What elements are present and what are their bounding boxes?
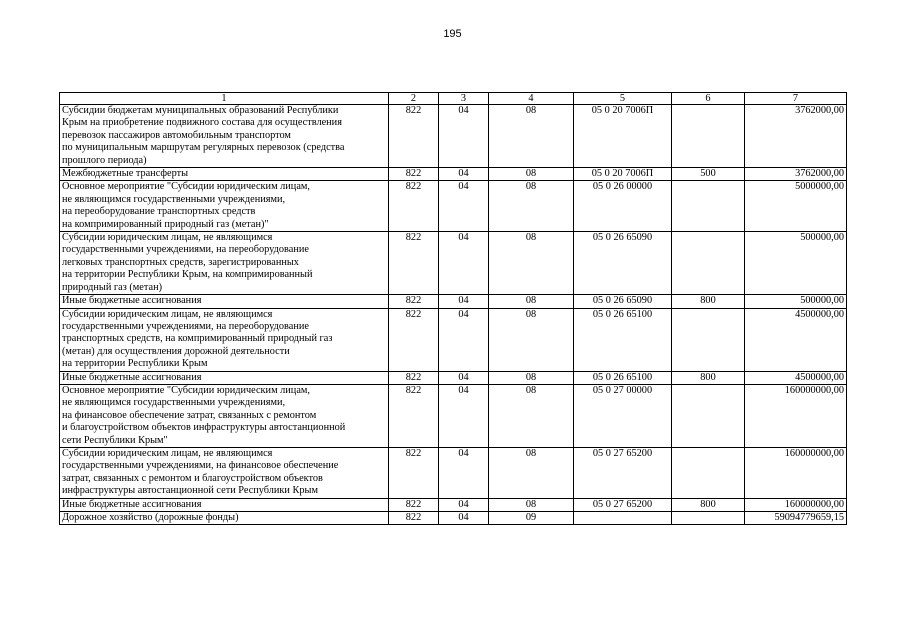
- row-rz: 04: [439, 181, 489, 232]
- row-sum: 4500000,00: [745, 308, 847, 371]
- row-rz: 04: [439, 512, 489, 525]
- table-row: [60, 105, 847, 168]
- row-pr: 08: [489, 232, 574, 295]
- row-name: Иные бюджетные ассигнования: [60, 498, 389, 511]
- row-ved: 822: [389, 447, 439, 498]
- row-name: Субсидии юридическим лицам, не являющимся государственными учреждениями, на переоборудование транспортных средств, на компримированный природный газ (метан) для осуществления дорожной деятельности на территории Республики Крым: [60, 308, 389, 371]
- row-vr: 800: [672, 295, 745, 308]
- row-name: Межбюджетные трансферты: [60, 168, 389, 181]
- row-ved: 822: [389, 168, 439, 181]
- header-row: [60, 93, 847, 105]
- row-csr: 05 0 20 7006П: [574, 105, 672, 168]
- row-ved: 822: [389, 512, 439, 525]
- row-pr: 08: [489, 447, 574, 498]
- row-pr: 08: [489, 105, 574, 168]
- page-number: 195: [443, 28, 462, 40]
- table-row: [60, 308, 847, 371]
- row-sum: 3762000,00: [745, 105, 847, 168]
- header-col-3: 3: [439, 93, 489, 105]
- row-csr: 05 0 26 00000: [574, 181, 672, 232]
- table-row: [60, 168, 847, 181]
- row-sum: 160000000,00: [745, 498, 847, 511]
- row-pr: 08: [489, 308, 574, 371]
- table-row: [60, 384, 847, 447]
- row-sum: 5000000,00: [745, 181, 847, 232]
- table-row: [60, 512, 847, 525]
- row-vr: [672, 105, 745, 168]
- row-rz: 04: [439, 447, 489, 498]
- row-pr: 08: [489, 371, 574, 384]
- row-sum: 4500000,00: [745, 371, 847, 384]
- row-rz: 04: [439, 295, 489, 308]
- row-vr: [672, 512, 745, 525]
- row-vr: 500: [672, 168, 745, 181]
- row-name: Субсидии юридическим лицам, не являющимся государственными учреждениями, на переоборудование легковых транспортных средств, зарегистрированных на территории Республики Крым, на компримированный природный газ (метан): [60, 232, 389, 295]
- row-name: Субсидии бюджетам муниципальных образований Республики Крым на приобретение подвижного состава для осуществления перевозок пассажиров автомобильным транспортом по муниципальным маршрутам регулярных перевозок (средства прошлого периода): [60, 105, 389, 168]
- row-ved: 822: [389, 498, 439, 511]
- row-sum: 3762000,00: [745, 168, 847, 181]
- header-col-1: 1: [60, 93, 389, 105]
- row-name: Иные бюджетные ассигнования: [60, 371, 389, 384]
- table-row: [60, 371, 847, 384]
- table-row: [60, 498, 847, 511]
- row-rz: 04: [439, 308, 489, 371]
- row-ved: 822: [389, 181, 439, 232]
- row-csr: 05 0 27 65200: [574, 498, 672, 511]
- row-csr: 05 0 26 65100: [574, 308, 672, 371]
- row-pr: 08: [489, 168, 574, 181]
- row-pr: 08: [489, 181, 574, 232]
- row-ved: 822: [389, 384, 439, 447]
- row-sum: 59094779659,15: [745, 512, 847, 525]
- row-vr: [672, 384, 745, 447]
- row-vr: 800: [672, 371, 745, 384]
- header-col-5: 5: [574, 93, 672, 105]
- row-rz: 04: [439, 232, 489, 295]
- table-row: [60, 232, 847, 295]
- row-ved: 822: [389, 371, 439, 384]
- row-ved: 822: [389, 308, 439, 371]
- row-pr: 08: [489, 295, 574, 308]
- row-vr: [672, 308, 745, 371]
- row-vr: [672, 181, 745, 232]
- row-rz: 04: [439, 384, 489, 447]
- row-rz: 04: [439, 498, 489, 511]
- table-row: [60, 295, 847, 308]
- row-csr: 05 0 27 65200: [574, 447, 672, 498]
- budget-table: [59, 92, 847, 525]
- row-name: Иные бюджетные ассигнования: [60, 295, 389, 308]
- row-name: Субсидии юридическим лицам, не являющимся государственными учреждениями, на финансовое обеспечение затрат, связанных с ремонтом и благоустройством объектов инфраструктуры автостанционной сети Республики Крым: [60, 447, 389, 498]
- header-col-6: 6: [672, 93, 745, 105]
- row-vr: [672, 447, 745, 498]
- row-ved: 822: [389, 105, 439, 168]
- row-sum: 500000,00: [745, 232, 847, 295]
- row-rz: 04: [439, 371, 489, 384]
- row-pr: 08: [489, 384, 574, 447]
- row-sum: 160000000,00: [745, 447, 847, 498]
- table-row: [60, 447, 847, 498]
- row-csr: 05 0 26 65090: [574, 295, 672, 308]
- row-name: Основное мероприятие "Субсидии юридическим лицам, не являющимся государственными учреждениями, на финансовое обеспечение затрат, связанных с ремонтом и благоустройством объектов инфраструктуры автостанционной сети Республики Крым": [60, 384, 389, 447]
- row-sum: 160000000,00: [745, 384, 847, 447]
- row-csr: 05 0 26 65090: [574, 232, 672, 295]
- header-col-2: 2: [389, 93, 439, 105]
- row-name: Основное мероприятие "Субсидии юридическим лицам, не являющимся государственными учреждениями, на переоборудование транспортных средств на компримированный природный газ (метан)": [60, 181, 389, 232]
- row-rz: 04: [439, 105, 489, 168]
- table-row: [60, 181, 847, 232]
- header-col-4: 4: [489, 93, 574, 105]
- row-csr: [574, 512, 672, 525]
- row-vr: [672, 232, 745, 295]
- row-name: Дорожное хозяйство (дорожные фонды): [60, 512, 389, 525]
- row-ved: 822: [389, 232, 439, 295]
- row-ved: 822: [389, 295, 439, 308]
- row-csr: 05 0 27 00000: [574, 384, 672, 447]
- header-col-7: 7: [745, 93, 847, 105]
- row-pr: 09: [489, 512, 574, 525]
- row-rz: 04: [439, 168, 489, 181]
- row-csr: 05 0 20 7006П: [574, 168, 672, 181]
- row-csr: 05 0 26 65100: [574, 371, 672, 384]
- row-pr: 08: [489, 498, 574, 511]
- row-vr: 800: [672, 498, 745, 511]
- row-sum: 500000,00: [745, 295, 847, 308]
